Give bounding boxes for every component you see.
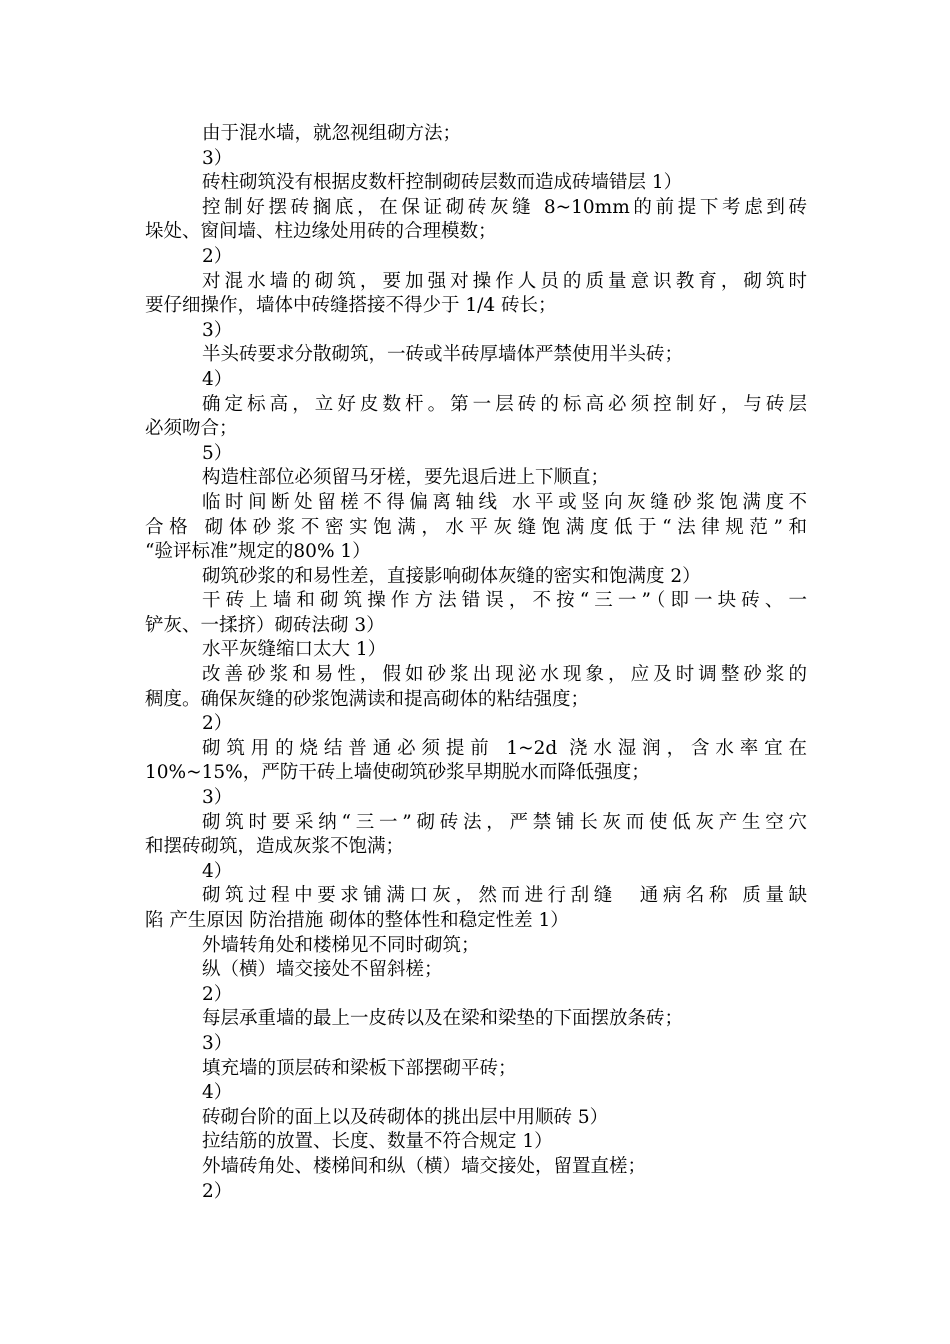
text-line: 砌筑用的烧结普通必须提前 1~2d 浇水湿润，含水率宜在 — [202, 737, 807, 759]
text-line: 3） — [202, 147, 233, 169]
text-line: 改善砂浆和易性，假如砂浆出现泌水现象，应及时调整砂浆的 — [202, 664, 807, 686]
text-line: 由于混水墙，就忽视组砌方法； — [202, 123, 462, 144]
text-line: 垛处、窗间墙、柱边缘处用砖的合理模数； — [145, 221, 497, 243]
text-line: 10%~15%，严防干砖上墙使砌筑砂浆早期脱水而降低强度； — [145, 762, 650, 784]
text-line: 拉结筋的放置、长度、数量不符合规定 1） — [202, 1131, 553, 1153]
text-line: 砖柱砌筑没有根据皮数杆控制砌砖层数而造成砖墙错层 1） — [202, 172, 683, 194]
text-line: 2） — [202, 1180, 233, 1202]
text-line: 水平灰缝缩口太大 1） — [202, 639, 387, 661]
text-line: 铲灰、一揉挤）砌砖法砌 3） — [145, 614, 385, 636]
text-line: 3） — [202, 1032, 233, 1054]
text-line: 稠度。确保灰缝的砂浆饱满读和提高砌体的粘结强度； — [145, 688, 590, 710]
text-line: 3） — [202, 319, 233, 341]
text-line: 5） — [202, 442, 233, 464]
text-line: 2） — [202, 713, 233, 735]
text-line: “验评标准”规定的80% 1） — [145, 541, 371, 563]
text-line: 每层承重墙的最上一皮砖以及在梁和梁垫的下面摆放条砖； — [202, 1008, 684, 1030]
text-line: 纵（横）墙交接处不留斜槎； — [202, 959, 443, 981]
text-line: 和摆砖砌筑，造成灰浆不饱满； — [145, 836, 405, 858]
text-line: 砌筑砂浆的和易性差，直接影响砌体灰缝的密实和饱满度 2） — [202, 565, 701, 587]
text-line: 对混水墙的砌筑，要加强对操作人员的质量意识教育，砌筑时 — [202, 270, 807, 292]
text-line: 确定标高，立好皮数杆。第一层砖的标高必须控制好，与砖层 — [202, 393, 807, 415]
text-line: 2） — [202, 983, 233, 1005]
text-line: 控制好摆砖搁底，在保证砌砖灰缝 8~10mm的前提下考虑到砖 — [202, 196, 807, 218]
text-line: 要仔细操作，墙体中砖缝搭接不得少于 1/4 砖长； — [145, 295, 557, 317]
text-line: 4） — [202, 368, 233, 390]
text-line: 合格 砌体砂浆不密实饱满，水平灰缝饱满度低于“法律规范”和 — [145, 516, 807, 538]
text-line: 4） — [202, 860, 233, 882]
text-line: 砌筑过程中要求铺满口灰，然而进行刮缝 通病名称 质量缺 — [202, 885, 807, 907]
text-line: 临时间断处留槎不得偏离轴线 水平或竖向灰缝砂浆饱满度不 — [202, 491, 807, 513]
text-line: 构造柱部位必须留马牙槎，要先退后进上下顺直； — [202, 467, 610, 489]
text-line: 砌筑时要采纳“三一”砌砖法，严禁铺长灰而使低灰产生空穴 — [202, 811, 807, 833]
text-line: 填充墙的顶层砖和梁板下部摆砌平砖； — [202, 1057, 517, 1079]
text-line: 4） — [202, 1082, 233, 1104]
text-line: 半头砖要求分散砌筑，一砖或半砖厚墙体严禁使用半头砖； — [202, 344, 684, 366]
text-line: 3） — [202, 787, 233, 809]
text-line: 干砖上墙和砌筑操作方法错误，不按“三一”（即一块砖、一 — [202, 590, 807, 612]
text-line: 外墙砖角处、楼梯间和纵（横）墙交接处，留置直槎； — [202, 1155, 647, 1177]
body-text — [145, 122, 807, 1204]
text-line: 陷 产生原因 防治措施 砌体的整体性和稳定性差 1） — [145, 910, 569, 931]
text-line: 砖砌台阶的面上以及砖砌体的挑出层中用顺砖 5） — [202, 1106, 609, 1128]
text-line: 必须吻合； — [145, 418, 238, 440]
text-line: 外墙转角处和楼梯见不同时砌筑； — [202, 934, 480, 956]
text-line: 2） — [202, 245, 233, 267]
